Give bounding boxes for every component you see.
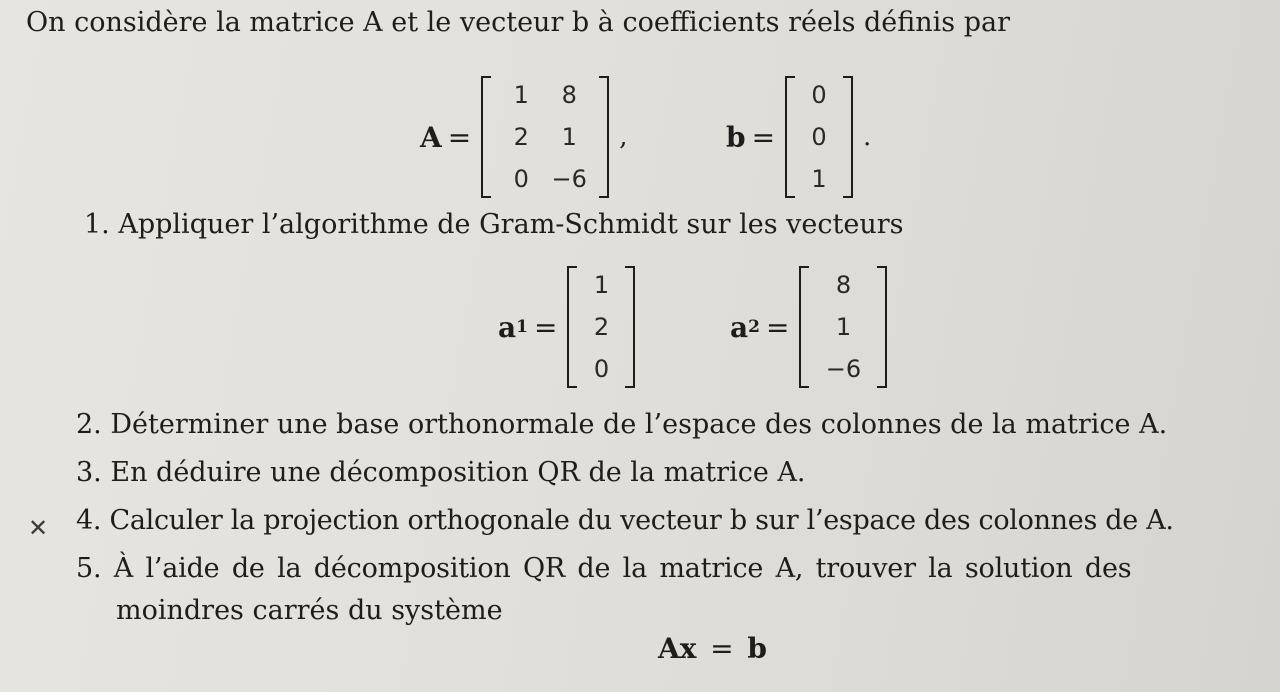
- vector-a1-symbol: a: [498, 310, 517, 344]
- vector-b-entry: 1: [811, 165, 827, 193]
- vector-a1-subscript: 1: [516, 317, 528, 337]
- matrix-a-cell: 1: [561, 123, 577, 151]
- equation-lhs: Ax: [658, 632, 697, 665]
- item-5-number: 5.: [76, 553, 102, 584]
- vector-a2-equals: =: [766, 310, 790, 344]
- item-1: [84, 208, 904, 242]
- item-4-text: Calculer la projection orthogonale du vecteur b sur l’espace des colonnes de A.: [109, 505, 1174, 536]
- item-3-text: En déduire une décomposition QR de la matrice A.: [110, 457, 806, 488]
- vector-a2: [730, 266, 887, 388]
- matrix-a-equals: =: [447, 120, 472, 154]
- matrix-a-cell: −6: [551, 165, 587, 193]
- equation-ax-b: [658, 632, 767, 665]
- vector-a2-entry: 1: [835, 313, 852, 341]
- vector-a1-entry: 2: [593, 313, 610, 341]
- matrix-a-symbol: A: [420, 120, 442, 154]
- vector-b-symbol: b: [726, 120, 746, 154]
- vector-a2-label: [730, 311, 789, 344]
- vector-a2-entry: −6: [825, 355, 862, 383]
- matrix-a: [420, 76, 627, 198]
- vector-b-bracket: [785, 76, 853, 198]
- vector-a1-bracket: [567, 266, 635, 388]
- vector-b: [726, 76, 871, 198]
- vector-a1-entry: 0: [593, 355, 610, 383]
- vector-a2-subscript: 2: [748, 317, 760, 337]
- matrix-a-cell: 8: [561, 81, 577, 109]
- matrix-a-cell: 2: [513, 123, 529, 151]
- item-4: [76, 504, 1174, 538]
- matrix-a-comma: ,: [619, 122, 628, 152]
- vector-b-entry: 0: [811, 123, 827, 151]
- intro-text: On considère la matrice A et le vecteur b à coefficients réels définis par: [26, 7, 1011, 38]
- vector-a2-symbol: a: [730, 310, 749, 344]
- item-2-text: Déterminer une base orthonormale de l’espace des colonnes de la matrice A.: [110, 409, 1168, 440]
- vector-a1-equals: =: [534, 310, 558, 344]
- item-2: [76, 408, 1167, 442]
- vector-a1-label: [498, 311, 557, 344]
- vector-a1: [498, 266, 635, 388]
- vector-b-period: .: [863, 122, 872, 152]
- vector-a2-entry: 8: [835, 271, 852, 299]
- item-4-number: 4.: [76, 505, 102, 536]
- vector-b-label: [726, 121, 775, 154]
- vector-a1-entry: 1: [593, 271, 610, 299]
- vector-a2-bracket: [799, 266, 887, 388]
- item-5-text-line-1: À l’aide de la décomposition QR de la matrice A, trouver la solution des: [113, 553, 1132, 584]
- item-5-line-2: moindres carrés du système: [116, 595, 503, 626]
- matrix-a-bracket: [481, 76, 609, 198]
- item-1-number: 1.: [84, 209, 110, 240]
- item-2-number: 2.: [76, 409, 102, 440]
- item-3-number: 3.: [76, 457, 102, 488]
- matrix-a-label: [420, 121, 471, 154]
- item-1-text: Appliquer l’algorithme de Gram-Schmidt sur les vecteurs: [118, 209, 904, 240]
- item-5-line-1: [76, 552, 1131, 586]
- equation-rhs: b: [747, 632, 767, 665]
- equation-equals: =: [710, 632, 734, 665]
- matrix-a-cell: 0: [513, 165, 529, 193]
- vector-b-entry: 0: [811, 81, 827, 109]
- matrix-a-cell: 1: [513, 81, 529, 109]
- vector-b-equals: =: [751, 120, 776, 154]
- cross-mark-icon: ✕: [28, 514, 49, 542]
- item-3: [76, 456, 805, 490]
